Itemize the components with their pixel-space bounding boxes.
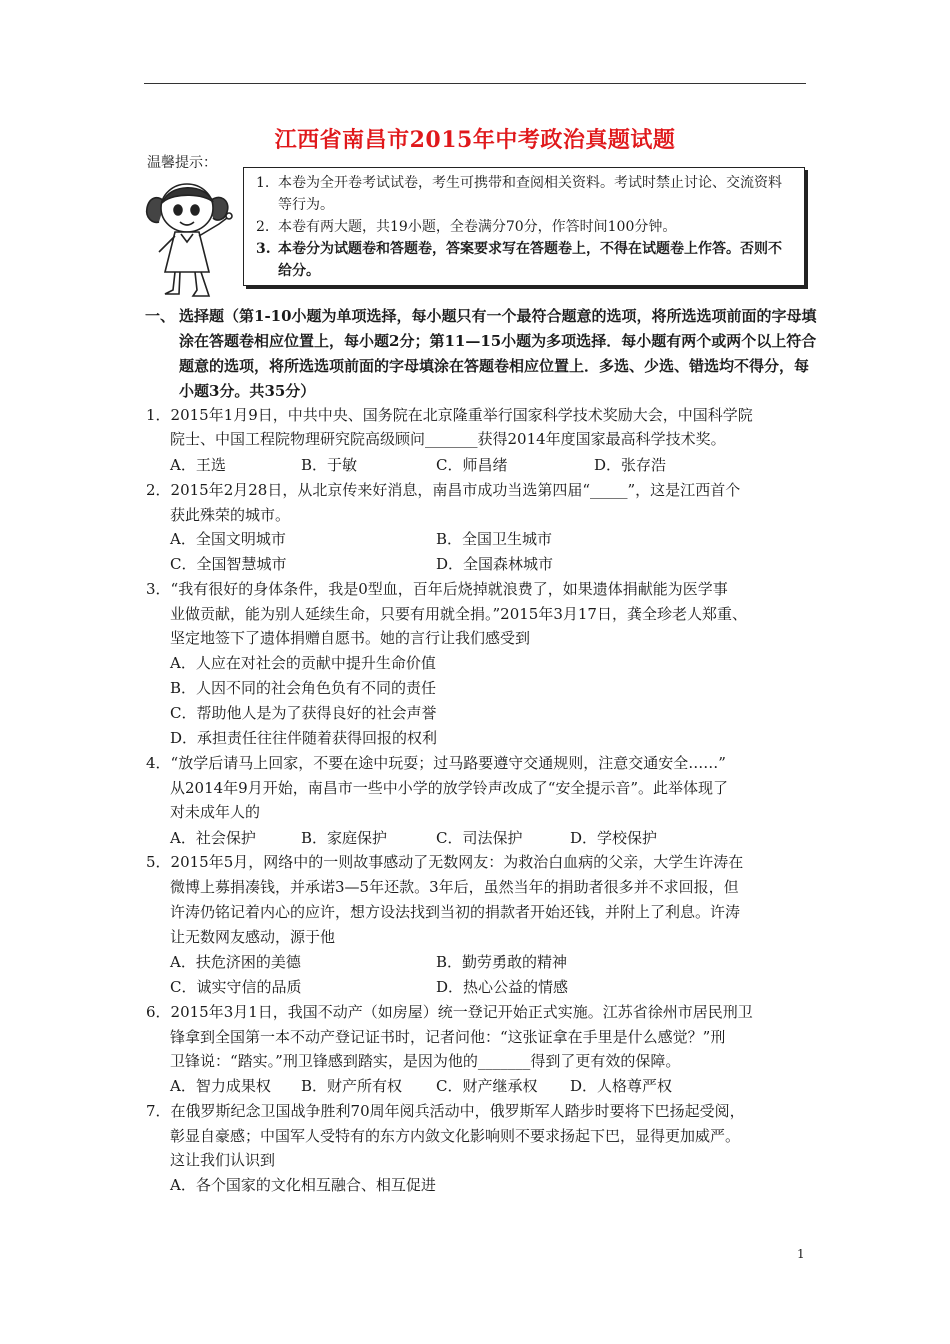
answer-option: C．财产继承权 <box>436 1077 538 1095</box>
section-instructions: 选择题（第1-10小题为单项选择，每小题只有一个最符合题意的选项，将所选选项前面的字母填涂在答题卷相应位置上，每小题2分；第11—15小题为多项选择．每小题有两个或两个以上符合题意的选项，将所选选项前面的字母填涂在答题卷相应位置上．多选、少选、错选均不得分，每小题3分。共35分） <box>179 307 817 400</box>
question-line: 5．2015年5月，网络中的一则故事感动了无数网友：为救治白血病的父亲，大学生许涛在 <box>146 853 744 871</box>
answer-option: C．全国智慧城市 <box>170 555 287 573</box>
question-line: 3．“我有很好的身体条件，我是0型血，百年后烧掉就浪费了，如果遗体捐献能为医学事 <box>146 580 728 598</box>
answer-option: D．张存浩 <box>594 456 667 474</box>
question-line: 7．在俄罗斯纪念卫国战争胜利70周年阅兵活动中，俄罗斯军人踏步时要将下巴扬起受阅， <box>146 1102 745 1120</box>
question-line: 微博上募捐凑钱，并承诺3—5年还款。3年后，虽然当年的捐助者很多并不求回报，但 <box>170 878 739 896</box>
question-line: 彰显自豪感；中国军人受特有的东方内敛文化影响则不要求扬起下巴，显得更加威严。 <box>170 1127 741 1145</box>
header-rule <box>144 83 806 84</box>
answer-option: D．全国森林城市 <box>436 555 554 573</box>
section-number: 一、 <box>145 307 176 325</box>
answer-option: A．扶危济困的美德 <box>170 953 301 971</box>
notice-item <box>256 216 792 238</box>
question-line: 坚定地签下了遗体捐赠自愿书。她的言行让我们感受到 <box>170 629 531 647</box>
girl-cartoon-icon <box>135 172 247 304</box>
question-line: 6．2015年3月1日，我国不动产（如房屋）统一登记开始正式实施。江苏省徐州市居民刑卫 <box>146 1003 753 1021</box>
notice-item <box>256 238 792 282</box>
answer-option: D．学校保护 <box>570 829 658 847</box>
question-line: 2．2015年2月28日，从北京传来好消息，南昌市成功当选第四届“_____”，这是江西首个 <box>146 481 741 499</box>
answer-option: A．王选 <box>170 456 226 474</box>
notice-text: 本卷分为试题卷和答题卷，答案要求写在答题卷上，不得在试题卷上作答。否则不给分。 <box>278 241 782 279</box>
question-line: 让无数网友感动，源于他 <box>170 928 336 946</box>
answer-option: C．帮助他人是为了获得良好的社会声誉 <box>170 704 437 722</box>
answer-option: A．全国文明城市 <box>170 530 286 548</box>
notice-number: 1. <box>256 175 270 191</box>
answer-option: A．各个国家的文化相互融合、相互促进 <box>170 1176 436 1194</box>
question-line: 许涛仍铭记着内心的应许，想方设法找到当初的捐款者开始还钱，并附上了利息。许涛 <box>170 903 741 921</box>
question-line: 1．2015年1月9日，中共中央、国务院在北京隆重举行国家科学技术奖励大会，中国科学院 <box>146 406 753 424</box>
notice-number: 2. <box>256 219 270 235</box>
notice-text: 本卷有两大题，共19小题，全卷满分70分，作答时间100分钟。 <box>278 219 677 235</box>
notice-box <box>243 167 805 286</box>
answer-option: B．财产所有权 <box>301 1077 403 1095</box>
answer-option: A．社会保护 <box>170 829 256 847</box>
answer-option: C．司法保护 <box>436 829 523 847</box>
tip-label: 温馨提示： <box>147 155 217 171</box>
answer-option: B．家庭保护 <box>301 829 388 847</box>
answer-option: B．人因不同的社会角色负有不同的责任 <box>170 679 437 697</box>
question-line: 获此殊荣的城市。 <box>170 506 291 524</box>
question-line: 从2014年9月开始，南昌市一些中小学的放学铃声改成了“安全提示音”。此举体现了 <box>170 779 729 797</box>
answer-option: C．师昌绪 <box>436 456 508 474</box>
question-line: 这让我们认识到 <box>170 1151 276 1169</box>
notice-item <box>256 172 792 216</box>
notice-text: 本卷为全开卷考试试卷，考生可携带和查阅相关资料。考试时禁止讨论、交流资料等行为。 <box>278 175 782 213</box>
question-line: 锋拿到全国第一本不动产登记证书时，记者问他：“这张证拿在手里是什么感觉？”刑 <box>170 1028 726 1046</box>
answer-option: D．热心公益的情感 <box>436 978 569 996</box>
question-line: 业做贡献，能为别人延续生命，只要有用就全捐。”2015年3月17日，龚全珍老人郑重、 <box>170 605 747 623</box>
answer-option: D．人格尊严权 <box>570 1077 673 1095</box>
answer-option: A．人应在对社会的贡献中提升生命价值 <box>170 654 436 672</box>
page-number: 1 <box>797 1247 805 1261</box>
question-line: 4．“放学后请马上回家，不要在途中玩耍；过马路要遵守交通规则，注意交通安全……” <box>146 754 726 772</box>
answer-option: B．于敏 <box>301 456 358 474</box>
answer-option: A．智力成果权 <box>170 1077 271 1095</box>
answer-option: B．全国卫生城市 <box>436 530 553 548</box>
answer-option: D．承担责任往往伴随着获得回报的权利 <box>170 729 438 747</box>
question-line: 院士、中国工程院物理研究院高级顾问_______获得2014年度国家最高科学技术奖。 <box>170 430 726 448</box>
section-heading <box>145 304 817 404</box>
document-title: 江西省南昌市2015年中考政治真题试题 <box>274 127 676 153</box>
notice-number: 3. <box>256 241 271 257</box>
answer-option: C．诚实守信的品质 <box>170 978 302 996</box>
question-line: 卫锋说：“踏实。”刑卫锋感到踏实，是因为他的_______得到了更有效的保障。 <box>170 1052 681 1070</box>
answer-option: B．勤劳勇敢的精神 <box>436 953 568 971</box>
question-line: 对未成年人的 <box>170 803 261 821</box>
